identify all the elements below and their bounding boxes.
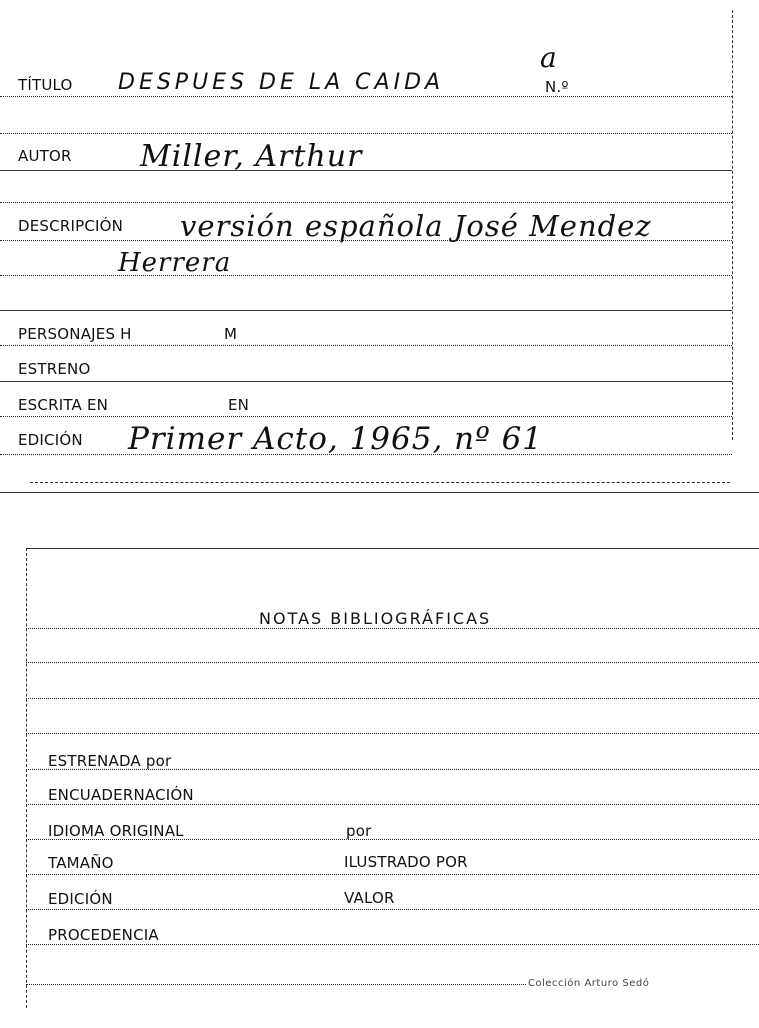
descripcion-line-1 [0, 240, 732, 241]
titulo-value: DESPUES DE LA CAIDA [118, 70, 445, 95]
card-left-edge [26, 548, 27, 1008]
idioma-line [26, 839, 759, 840]
estrenada-line [26, 769, 759, 770]
catalog-card-bottom [0, 540, 759, 1028]
notas-heading: NOTAS BIBLIOGRÁFICAS [259, 609, 492, 628]
collection-footer: Colección Arturo Sedó [528, 978, 650, 989]
number-label: N.º [545, 78, 569, 96]
catalog-card-top [0, 0, 759, 495]
titulo-line [0, 96, 732, 97]
notas-line-2 [26, 662, 759, 663]
footer-line [26, 984, 526, 985]
blank-line-3 [0, 310, 732, 311]
card-separator [0, 492, 759, 493]
edicion-line [0, 454, 732, 455]
encuadernacion-label: ENCUADERNACIÓN [48, 786, 194, 804]
autor-value: Miller, Arthur [140, 139, 363, 174]
card-bottom-edge-dashed [30, 482, 730, 483]
card-top-edge [26, 548, 759, 549]
titulo-label: TÍTULO [18, 76, 73, 94]
encuadernacion-line [26, 804, 759, 805]
notas-line-4 [26, 733, 759, 734]
escrita-line [0, 416, 732, 417]
blank-line-2 [0, 202, 732, 203]
estrenada-label: ESTRENADA por [48, 752, 172, 770]
ilustrado-label: ILUSTRADO POR [344, 853, 468, 871]
edicion-label-bottom: EDICIÓN [48, 890, 113, 908]
personajes-label: PERSONAJES H [18, 325, 132, 343]
blank-line-1 [0, 133, 732, 134]
por-label: por [346, 822, 372, 840]
escrita-label: ESCRITA EN [18, 396, 109, 414]
procedencia-label: PROCEDENCIA [48, 926, 159, 944]
card-right-edge [732, 10, 733, 440]
autor-line [0, 170, 732, 171]
escrita-en-label: EN [228, 396, 250, 414]
descripcion-value-line2: Herrera [118, 248, 232, 278]
valor-label: VALOR [344, 889, 395, 907]
number-value: a [540, 41, 558, 74]
edicion-value: Primer Acto, 1965, nº 61 [128, 421, 544, 457]
estreno-label: ESTRENO [18, 360, 91, 378]
descripcion-value-line1: versión española José Mendez [180, 209, 652, 243]
edicion-line-bottom [26, 909, 759, 910]
notas-line-1 [26, 628, 759, 629]
notas-line-3 [26, 698, 759, 699]
idioma-label: IDIOMA ORIGINAL [48, 822, 184, 840]
edicion-label: EDICIÓN [18, 431, 83, 449]
estreno-line [0, 381, 732, 382]
procedencia-line [26, 944, 759, 945]
descripcion-line-2 [0, 275, 732, 276]
tamano-label: TAMAÑO [48, 854, 114, 872]
descripcion-label: DESCRIPCIÓN [18, 217, 124, 235]
personajes-m-label: M [224, 325, 238, 343]
personajes-line [0, 345, 732, 346]
autor-label: AUTOR [18, 147, 72, 165]
tamano-line [26, 874, 759, 875]
